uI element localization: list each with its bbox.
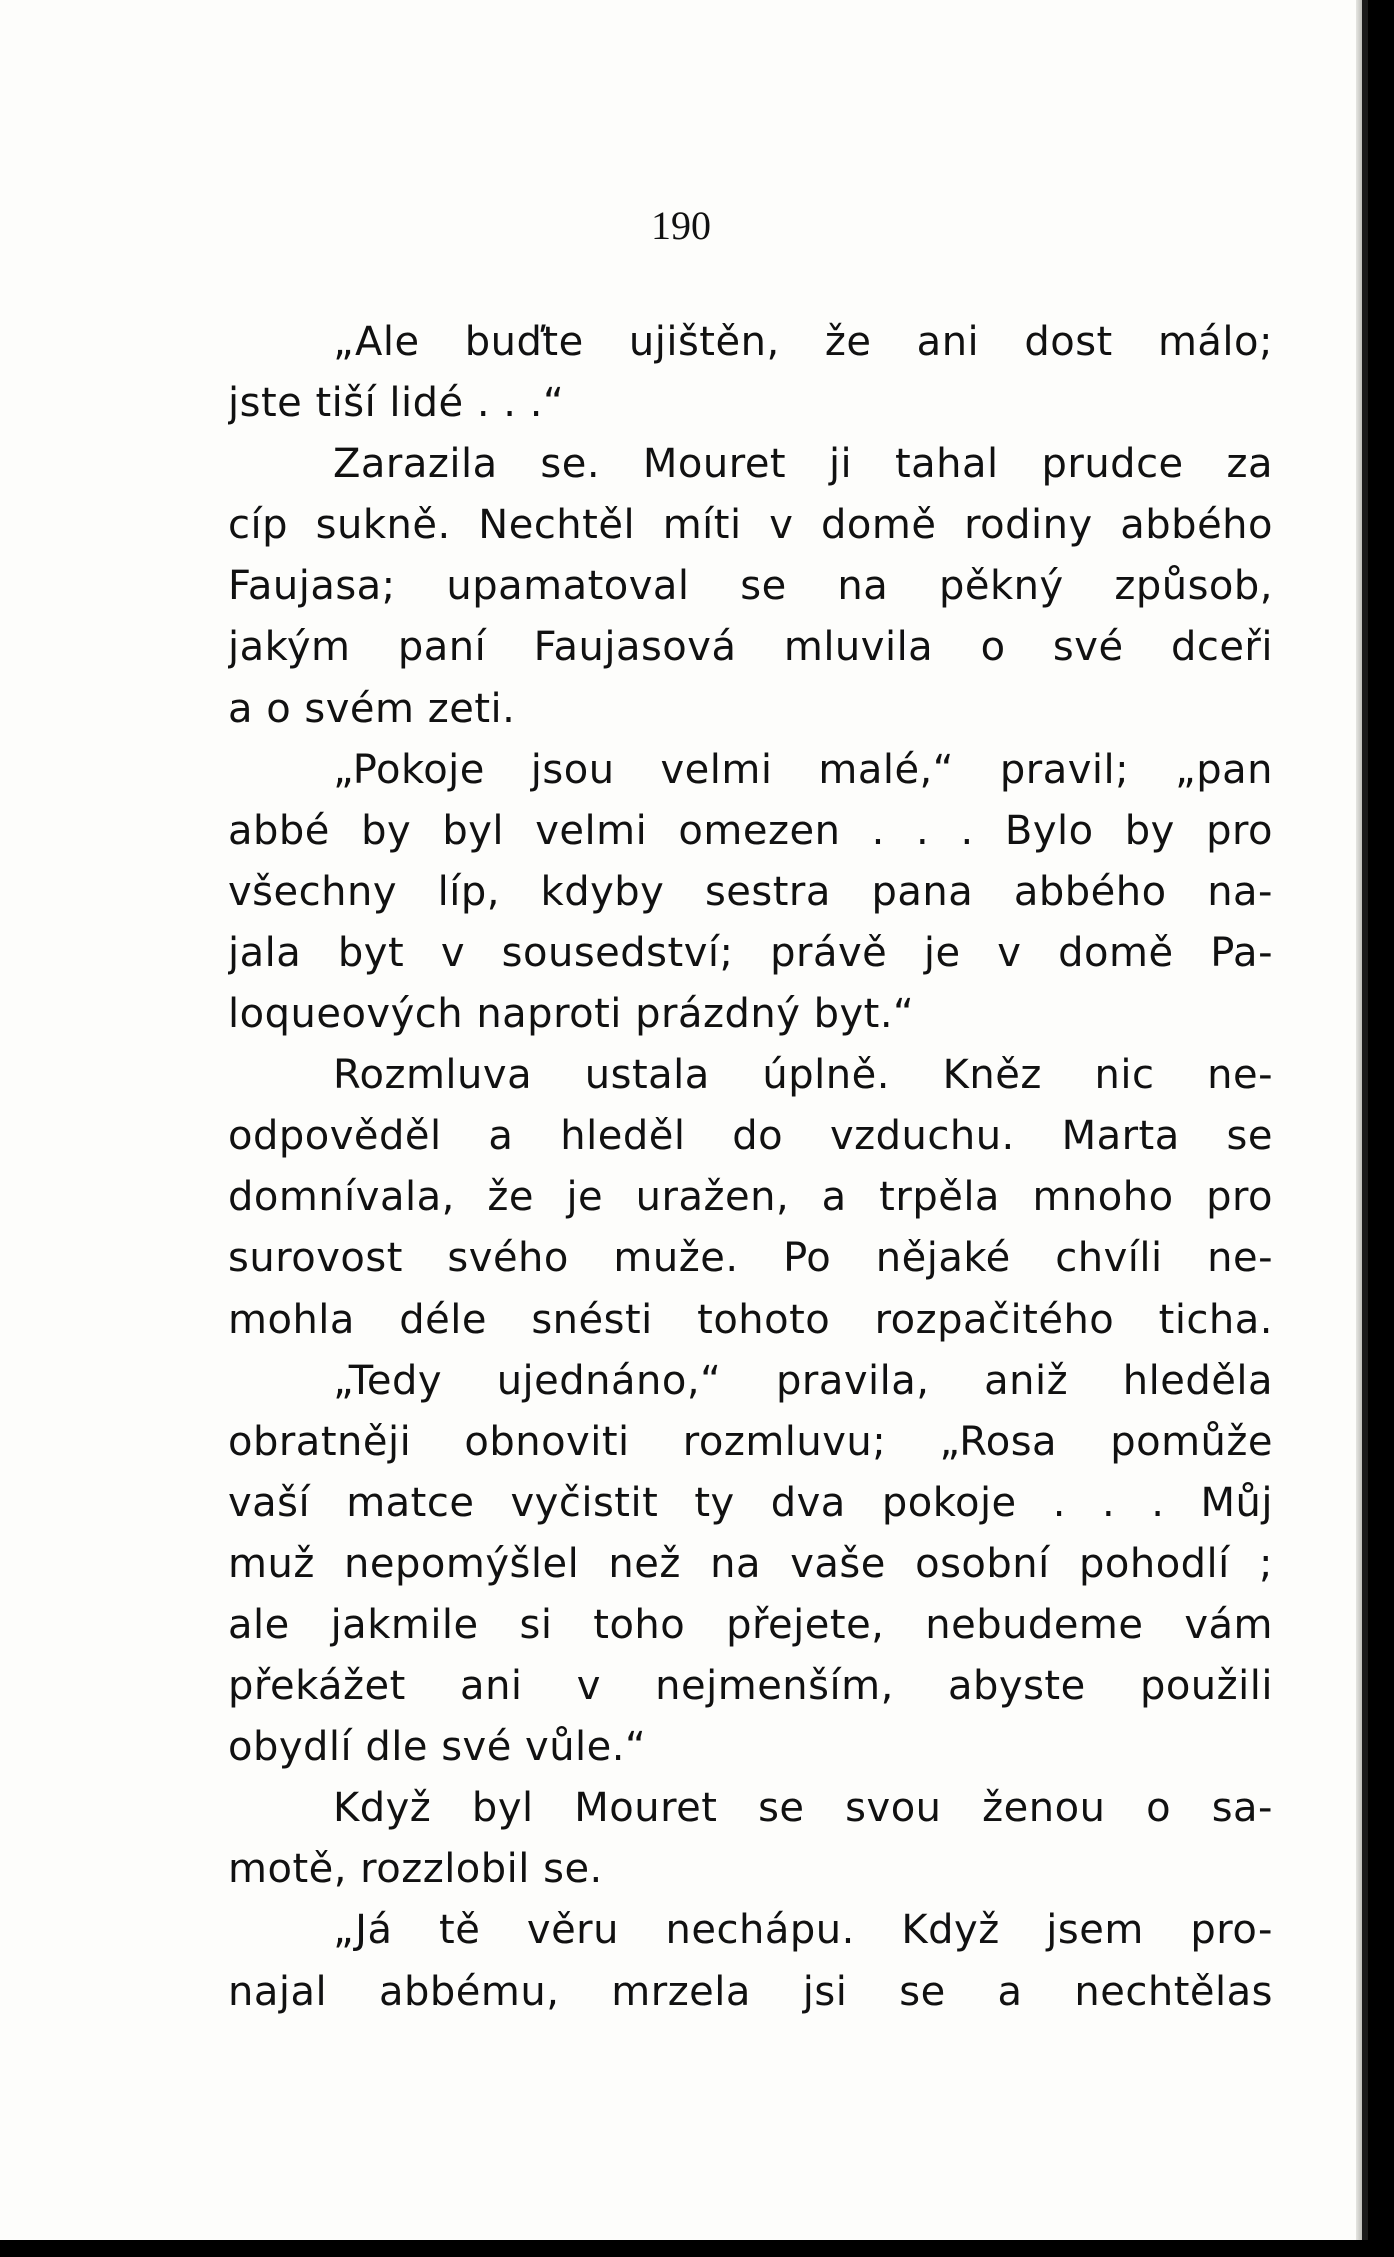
text-line: Když byl Mouret se svou ženou o sa- [333, 1785, 1273, 1832]
text-line: cíp sukně. Nechtěl míti v domě rodiny abbého [228, 502, 1273, 549]
text-line: obratněji obnoviti rozmluvu; „Rosa pomůže [228, 1418, 1273, 1465]
text-line: Zarazila se. Mouret ji tahal prudce za [333, 441, 1273, 488]
text-line: Faujasa; upamatoval se na pěkný způsob, [228, 563, 1273, 610]
text-line: ale jakmile si toho přejete, nebudeme vám [228, 1601, 1273, 1648]
text-line: abbé by byl velmi omezen . . . Bylo by pro [228, 807, 1273, 854]
text-line: surovost svého muže. Po nějaké chvíli ne- [228, 1235, 1273, 1282]
text-line: obydlí dle své vůle.“ [228, 1724, 647, 1771]
page-edge [1356, 0, 1362, 2240]
text-line: odpověděl a hleděl do vzduchu. Marta se [228, 1113, 1273, 1160]
text-line: vaší matce vyčistit ty dva pokoje . . . Můj [228, 1479, 1273, 1526]
text-line: všechny líp, kdyby sestra pana abbého na- [228, 868, 1273, 915]
text-line: loqueových naproti prázdný byt.“ [228, 991, 915, 1038]
text-line: domnívala, že je uražen, a trpěla mnoho pro [228, 1174, 1273, 1221]
text-line: „Ale buďte ujištěn, že ani dost málo; [333, 319, 1273, 365]
text-line: jala byt v sousedství; právě je v domě Pa- [228, 929, 1273, 976]
text-line: Rozmluva ustala úplně. Kněz nic ne- [333, 1052, 1273, 1099]
text-line: najal abbému, mrzela jsi se a nechtělas [228, 1968, 1273, 2015]
text-line: muž nepomýšlel než na vaše osobní pohodlí ; [228, 1540, 1273, 1587]
body-text [228, 312, 1273, 2023]
text-line: „Já tě věru nechápu. Když jsem pro- [333, 1907, 1273, 1954]
text-line: a o svém zeti. [228, 685, 516, 732]
text-line: jakým paní Faujasová mluvila o své dceři [228, 624, 1273, 671]
text-line: překážet ani v nejmenším, abyste použili [228, 1663, 1273, 1710]
page-number: 190 [651, 203, 711, 248]
text-line: mohla déle snésti tohoto rozpačitého ticha. [228, 1296, 1273, 1343]
text-line: „Pokoje jsou velmi malé,“ pravil; „pan [333, 746, 1273, 793]
text-line: „Tedy ujednáno,“ pravila, aniž hleděla [333, 1357, 1273, 1404]
text-line: jste tiší lidé . . .“ [228, 380, 565, 427]
text-line: motě, rozzlobil se. [228, 1846, 603, 1893]
